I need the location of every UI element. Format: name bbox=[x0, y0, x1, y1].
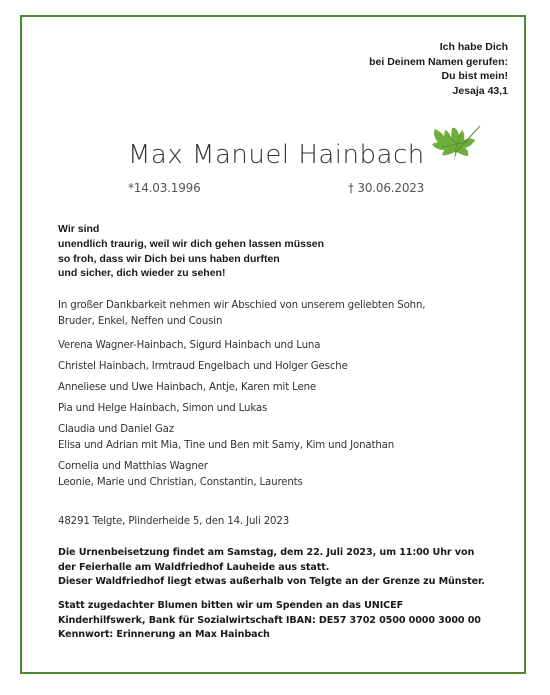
family-line: Verena Wagner-Hainbach, Sigurd Hainbach und Luna bbox=[58, 340, 321, 351]
ceremony-line: Die Urnenbeisetzung findet am Samstag, dem 22. Juli 2023, um 11:00 Uhr von bbox=[58, 547, 475, 558]
intro-line: Bruder, Enkel, Neffen und Cousin bbox=[58, 316, 223, 327]
intro-line: In großer Dankbarkeit nehmen wir Abschied von unserem geliebten Sohn, bbox=[58, 300, 426, 311]
donation-notice bbox=[58, 599, 481, 643]
ceremony-line: der Feierhalle am Waldfriedhof Lauheide aus statt. bbox=[58, 561, 330, 573]
family-entry bbox=[58, 338, 320, 354]
death-date: † 30.06.2023 bbox=[348, 181, 425, 195]
motto-line: und sicher, dich wieder zu sehen! bbox=[58, 267, 226, 280]
motto-line: Wir sind bbox=[58, 223, 100, 235]
family-entry bbox=[58, 401, 267, 417]
deceased-name: Max Manuel Hainbach bbox=[128, 140, 425, 170]
family-line: Claudia und Daniel Gaz bbox=[58, 424, 174, 435]
family-entry bbox=[58, 359, 348, 375]
donation-line: Kinderhilfswerk, Bank für Sozialwirtschaft IBAN: DE57 3702 0500 0000 3000 00 bbox=[58, 614, 481, 626]
family-line: Christel Hainbach, Irmtraud Engelbach und Holger Gesche bbox=[58, 361, 348, 372]
motto-line: so froh, dass wir Dich bei uns haben durften bbox=[58, 252, 280, 265]
family-entry bbox=[58, 422, 394, 454]
family-entry bbox=[58, 380, 316, 396]
quote-line: Ich habe Dich bbox=[439, 41, 508, 53]
family-line: Elisa und Adrian mit Mia, Tine und Ben mit Samy, Kim und Jonathan bbox=[58, 440, 395, 451]
donation-line: Statt zugedachter Blumen bitten wir um Spenden an das UNICEF bbox=[58, 600, 404, 611]
quote-line: bei Deinem Namen gerufen: bbox=[369, 55, 508, 68]
address-line: 48291 Telgte, Plinderheide 5, den 14. Juli 2023 bbox=[58, 516, 290, 527]
ceremony-line: Dieser Waldfriedhof liegt etwas außerhalb von Telgte an der Grenze zu Münster. bbox=[58, 576, 485, 587]
farewell-intro bbox=[58, 298, 425, 330]
ceremony-notice bbox=[58, 546, 485, 590]
maple-leaf-icon bbox=[428, 122, 482, 162]
birth-date: *14.03.1996 bbox=[128, 181, 201, 195]
quote-line: Du bist mein! bbox=[441, 70, 508, 82]
family-line: Pia und Helge Hainbach, Simon und Lukas bbox=[58, 403, 268, 414]
family-entry bbox=[58, 459, 303, 491]
family-line: Cornelia und Matthias Wagner bbox=[58, 461, 208, 472]
family-line: Anneliese und Uwe Hainbach, Antje, Karen mit Lene bbox=[58, 382, 317, 393]
motto-line: unendlich traurig, weil wir dich gehen lassen müssen bbox=[58, 237, 325, 250]
donation-line: Kennwort: Erinnerung an Max Hainbach bbox=[58, 629, 270, 640]
bible-quote bbox=[369, 40, 508, 98]
family-line: Leonie, Marie und Christian, Constantin, Laurents bbox=[58, 477, 303, 488]
quote-reference: Jesaja 43,1 bbox=[452, 84, 508, 97]
motto bbox=[58, 222, 324, 281]
